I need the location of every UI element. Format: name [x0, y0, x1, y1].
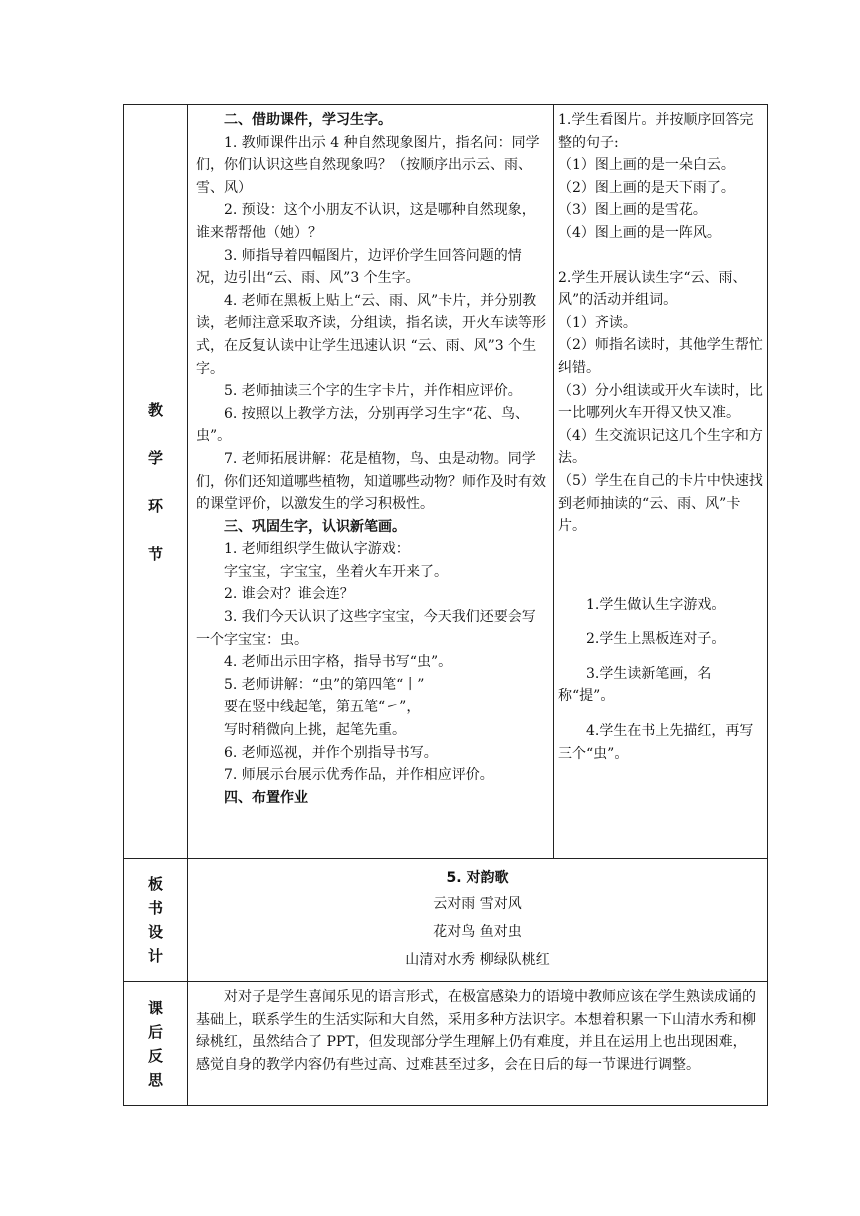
process-step: 5. 老师讲解：“虫”的第四笔“丨”	[224, 676, 425, 693]
board-title: 5. 对韵歌	[446, 870, 509, 886]
student-item: （1）齐读。	[558, 314, 637, 331]
student-item: 1.学生看图片。并按顺序回答完整的句子:	[558, 112, 754, 151]
process-step: 6. 老师巡视，并作个别指导书写。	[224, 744, 438, 761]
label-char: 书	[147, 899, 163, 917]
reflection-text: 对对子是学生喜闻乐见的语言形式，在极富感染力的语境中教师应该在学生熟读成诵的基础上，联系学生的生活实际和大自然，采用多种方法识字。本想着积累一下山清水秀和柳绿桃红，虽然结合了 PPT，但发现部分学生理解上仍有难度，并且在运用上也出现困难，感觉自身的教学内容仍有些过高、过难甚至过多，会在日后的每一节课进行调整。	[196, 989, 756, 1073]
student-item: （2）师指名读时，其他学生帮忙纠错。	[558, 337, 763, 376]
board-row	[124, 859, 768, 982]
student-item: （1）图上画的是一朵白云。	[558, 157, 735, 174]
process-step: 3. 师指导着四幅图片，边评价学生回答问题的情况，边引出“云、雨、风”3 个生字。	[196, 247, 522, 287]
teacher-process-cell	[188, 105, 554, 859]
label-char: 节	[147, 545, 163, 563]
reflection-cell	[188, 982, 768, 1106]
board-label	[124, 859, 188, 982]
label-char: 思	[147, 1070, 163, 1089]
board-line: 山清对水秀 柳绿队桃红	[405, 952, 550, 968]
reflection-label	[124, 982, 188, 1106]
label-char: 设	[147, 923, 163, 941]
label-char: 计	[147, 947, 163, 965]
process-step: 5. 老师抽读三个字的生字卡片，并作相应评价。	[224, 383, 522, 400]
label-char: 反	[147, 1046, 163, 1065]
label-char: 环	[147, 497, 163, 515]
board-line: 云对雨 雪对风	[433, 896, 522, 912]
process-step: 1. 老师组织学生做认字游戏：	[224, 541, 410, 558]
student-item: （4）图上画的是一阵风。	[558, 224, 721, 241]
student-item: 2.学生开展认读生字“云、雨、风”的活动并组词。	[558, 269, 747, 309]
teaching-label	[124, 105, 188, 859]
student-item: 1.学生做认生字游戏。	[586, 596, 726, 613]
process-step: 4. 老师在黑板上贴上“云、雨、风”卡片，并分别教读，老师注意采取齐读，分组读，指名读，开火车读等形式，在反复认读中让学生迅速认识 “云、雨、风”3 个生字。	[196, 292, 546, 377]
reflection-row	[124, 982, 768, 1106]
label-char: 课	[147, 998, 163, 1017]
process-step: 2. 预设：这个小朋友不认识，这是哪种自然现象，谁来帮帮他（她）？	[196, 202, 536, 241]
process-step: 7. 老师拓展讲解：花是植物，鸟、虫是动物。同学们，你们还知道哪些植物，知道哪些动物？师作及时有效的课堂评价，以激发生的学习积极性。	[196, 450, 546, 513]
section-heading: 二、借助课件，学习生字。	[224, 112, 392, 128]
student-item: 4.学生在书上先描红，再写三个“虫”。	[558, 723, 754, 762]
board-design-cell	[188, 859, 768, 982]
label-char: 后	[147, 1022, 163, 1041]
process-step: 要在竖中线起笔，第五笔“㇀”，	[224, 699, 421, 716]
student-item: （3）分小组读或开火车读时，比一比哪列火车开得又快又准。	[558, 382, 763, 422]
student-item: 2.学生上黑板连对子。	[586, 631, 726, 648]
student-item: （3）图上画的是雪花。	[558, 202, 707, 219]
board-line: 花对鸟 鱼对虫	[433, 924, 522, 940]
student-activity-cell	[554, 105, 768, 859]
section-heading: 四、布置作业	[224, 789, 308, 806]
process-step: 4. 老师出示田字格，指导书写“虫”。	[224, 654, 453, 671]
process-step: 3. 我们今天认识了这些字宝宝，今天我们还要会写一个字宝宝：虫。	[196, 609, 536, 648]
student-item: （2）图上画的是天下雨了。	[558, 179, 735, 196]
label-char: 板	[147, 875, 163, 893]
teaching-row	[124, 105, 768, 859]
process-step: 写时稍微向上挑，起笔先重。	[224, 722, 406, 739]
process-step: 字宝宝，字宝宝，坐着火车开来了。	[224, 563, 448, 580]
process-step: 7. 师展示台展示优秀作品，并作相应评价。	[224, 767, 494, 784]
label-char: 教	[147, 401, 163, 419]
process-step: 2. 谁会对？谁会连？	[224, 586, 354, 603]
student-item: 3.学生读新笔画，名称“提”。	[558, 665, 712, 705]
section-heading: 三、巩固生字，认识新笔画。	[224, 518, 406, 535]
student-item: （4）生交流识记这几个生字和方法。	[558, 427, 763, 467]
process-step: 1. 教师课件出示 4 种自然现象图片，指名问：同学们，你们认识这些自然现象吗？（按顺序出示云、雨、雪、风）	[196, 134, 540, 196]
label-char: 学	[147, 449, 163, 467]
student-item: （5）学生在自己的卡片中快速找到老师抽读的“云、雨、风”卡片。	[558, 472, 763, 535]
process-step: 6. 按照以上教学方法，分别再学习生字“花、鸟、虫”。	[196, 405, 529, 445]
lesson-plan-table	[123, 104, 768, 1106]
